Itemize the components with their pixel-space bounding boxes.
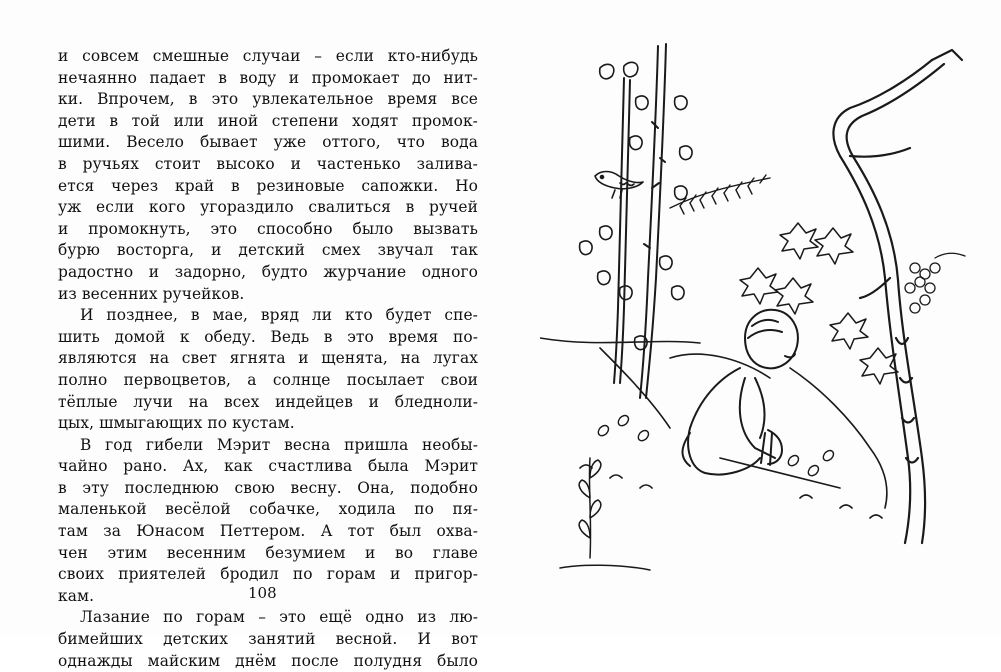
boy-figure bbox=[683, 310, 798, 475]
text-line: в ручьях стоит высоко и частенько залива- bbox=[58, 154, 478, 173]
tree-right bbox=[833, 50, 962, 543]
text-line: нечаянно падает в воду и промокает до нит- bbox=[58, 68, 478, 87]
text-line: полно первоцветов, а солнце посылает свои bbox=[58, 370, 478, 389]
text-line: ки. Впрочем, в это увлекательное время все bbox=[58, 90, 478, 109]
text-line: радостно и задорно, будто журчание одного bbox=[58, 262, 478, 281]
text-line: чен этим весенним безумием и во главе bbox=[58, 543, 478, 562]
text-line: уж если кого угораздило свалиться в ручей bbox=[58, 198, 478, 217]
text-line: бурю восторга, и детский смех звучал так bbox=[58, 241, 478, 260]
birch-tree-left bbox=[614, 44, 666, 398]
text-line: тёплые лучи на всех индейцев и бледноли- bbox=[58, 392, 478, 411]
text-line: в эту последнюю свою весну. Она, подобно bbox=[58, 478, 478, 497]
text-line: из весенних ручейков. bbox=[58, 284, 245, 303]
text-line: кам. bbox=[58, 586, 95, 605]
text-line: однажды майским днём после полудня было bbox=[58, 651, 478, 670]
body-text bbox=[58, 46, 478, 672]
text-line: там за Юнасом Петтером. А тот был охва- bbox=[58, 522, 478, 541]
text-line: являются на свет ягнята и щенята, на лугах bbox=[58, 349, 478, 368]
text-line: дети в той или иной степени ходят промок- bbox=[58, 111, 478, 130]
boy-in-forest-illustration bbox=[540, 38, 990, 583]
berry-cluster bbox=[905, 253, 965, 313]
text-line: своих приятелей бродил по горам и пригор- bbox=[58, 565, 478, 584]
text-line: и промокнуть, это способно было вызвать bbox=[58, 219, 478, 238]
text-line: шими. Весело бывает уже оттого, что вода bbox=[58, 133, 478, 152]
text-line: бимейших детских занятий весной. И вот bbox=[58, 630, 478, 649]
text-line: В год гибели Мэрит весна пришла необы- bbox=[80, 435, 478, 454]
bird-icon bbox=[595, 172, 643, 199]
text-line: и совсем смешные случаи – если кто-нибудь bbox=[58, 47, 478, 65]
maple-leaves bbox=[740, 223, 898, 384]
paragraph-block bbox=[58, 46, 478, 672]
text-line: шить домой к обеду. Ведь в это время по- bbox=[58, 327, 478, 346]
flowers bbox=[598, 416, 833, 476]
text-line: чайно рано. Ах, как счастлива была Мэрит bbox=[58, 457, 478, 476]
spruce-branch bbox=[670, 175, 770, 214]
text-line: И позднее, в мае, вряд ли кто будет спе- bbox=[80, 306, 478, 325]
text-line: цых, шмыгающих по кустам. bbox=[58, 414, 295, 433]
page-number: 108 bbox=[248, 584, 277, 602]
small-plant-bottom bbox=[560, 458, 650, 570]
ground bbox=[540, 338, 887, 518]
text-line: ется через край в резиновые сапожки. Но bbox=[58, 176, 478, 195]
text-line: Лазание по горам – это ещё одно из лю- bbox=[80, 608, 478, 627]
text-line: маленькой весёлой собачке, ходила по пя- bbox=[58, 500, 478, 519]
